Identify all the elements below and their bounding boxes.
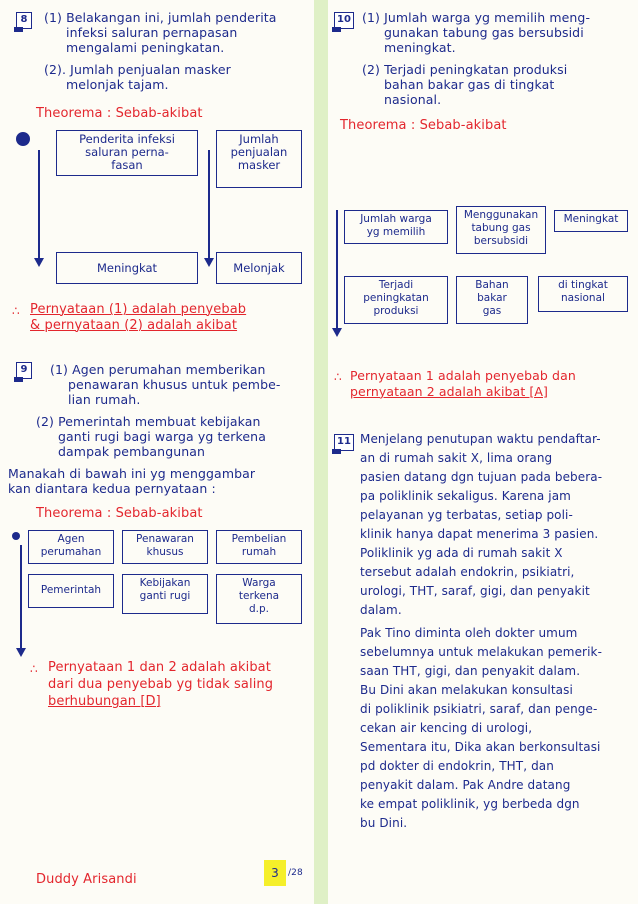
q11-line: Poliklinik yg ada di rumah sakit X [360,546,563,560]
q9-conclusion-line-1: Pernyataan 1 dan 2 adalah akibat [48,660,271,675]
q9-statement-2-line-1: (2) Pemerintah membuat kebijakan [36,414,261,429]
arrow-down-icon [16,648,26,657]
q10-conclusion-line-1: Pernyataan 1 adalah penyebab dan [350,368,576,383]
q9-statement-1-line-3: lian rumah. [68,392,141,407]
q10-conclusion-line-2: pernyataan 2 adalah akibat [A] [350,384,548,399]
q10-theorema-heading: Theorema : Sebab-akibat [340,118,507,133]
q9-box-kebijakan: Kebijakan ganti rugi [122,574,208,614]
q10-statement-1-line-2: gunakan tabung gas bersubsidi [384,25,584,40]
q8-box-melonjak: Melonjak [216,252,302,284]
q9-arrow-line [20,545,22,650]
q10-box-jumlah-warga: Jumlah warga yg memilih [344,210,448,244]
q8-box-penjualan: Jumlah penjualan masker [216,130,302,188]
q10-arrow-line [336,210,338,330]
q10-statement-2-line-2: bahan bakar gas di tingkat [384,77,555,92]
q9-box-pembelian: Pembelian rumah [216,530,302,564]
therefore-icon: ∴ [30,662,38,676]
q11-line: ke empat poliklinik, yg berbeda dgn [360,797,580,811]
bullet-icon [16,132,30,146]
q10-box-meningkat: Meningkat [554,210,628,232]
q11-line: pelayanan yg terbatas, setiap poli- [360,508,573,522]
q11-line: pasien datang dgn tujuan pada bebera- [360,470,603,484]
q8-arrow-line-right [208,150,210,260]
q11-line: Bu Dini akan melakukan konsultasi [360,683,573,697]
q11-line: dalam. [360,603,402,617]
q10-statement-1-line-1: (1) Jumlah warga yg memilih meng- [362,10,591,25]
q8-conclusion-line-2: & pernyataan (2) adalah akibat [30,318,238,333]
q8-conclusion-line-1: Pernyataan (1) adalah penyebab [30,302,247,317]
q8-statement-1-line-1: (1) Belakangan ini, jumlah penderita [44,10,277,25]
q11-line: Menjelang penutupan waktu pendaftar- [360,432,601,446]
q8-box-meningkat: Meningkat [56,252,198,284]
q9-box-warga: Warga terkena d.p. [216,574,302,624]
q11-line: pa poliklinik sekaligus. Karena jam [360,489,571,503]
q9-conclusion-line-3: berhubungan [D] [48,694,161,709]
q8-arrow-line-left [38,150,40,260]
q11-line: saan THT, gigi, dan penyakit dalam. [360,664,581,678]
q9-conclusion-line-2: dari dua penyebab yg tidak saling [48,677,274,692]
q9-statement-2-line-3: dampak pembangunan [58,444,206,459]
page-total: /28 [288,868,303,878]
q10-box-menggunakan: Menggunakan tabung gas bersubsidi [456,206,546,254]
q9-box-pemerintah: Pemerintah [28,574,114,608]
q11-line: pd dokter di endokrin, THT, dan [360,759,554,773]
arrow-down-icon [34,258,44,267]
column-divider [314,0,328,904]
page-number: 3 [271,866,279,880]
q11-line: urologi, THT, saraf, gigi, dan penyakit [360,584,590,598]
q11-line: bu Dini. [360,816,408,830]
question-number-8: 8 [16,12,32,29]
q8-statement-1-line-3: mengalami peningkatan. [66,40,225,55]
q10-box-bahan-bakar: Bahan bakar gas [456,276,528,324]
q11-line: di poliklinik psikiatri, saraf, dan penge- [360,702,598,716]
page-number-badge [264,860,286,886]
question-number-10: 10 [334,12,354,29]
q11-line: klinik hanya dapat menerima 3 pasien. [360,527,599,541]
therefore-icon: ∴ [12,304,20,318]
q11-line: cekan air kencing di urologi, [360,721,533,735]
author-signature: Duddy Arisandi [36,872,137,887]
q8-statement-2-line-1: (2). Jumlah penjualan masker [44,62,231,77]
question-number-9: 9 [16,362,32,379]
q8-statement-1-line-2: infeksi saluran pernapasan [66,25,238,40]
q9-box-penawaran: Penawaran khusus [122,530,208,564]
question-number-11: 11 [334,434,354,451]
q9-statement-2-line-2: ganti rugi bagi warga yg terkena [58,429,266,444]
q9-box-agen: Agen perumahan [28,530,114,564]
q9-theorema-heading: Theorema : Sebab-akibat [36,506,203,521]
q10-box-tingkat-nasional: di tingkat nasional [538,276,628,312]
q9-question-line-2: kan diantara kedua pernyataan : [8,481,216,496]
q8-box-penderita: Penderita infeksi saluran perna- fasan [56,130,198,176]
arrow-down-icon [332,328,342,337]
q8-theorema-heading: Theorema : Sebab-akibat [36,106,203,121]
q10-statement-2-line-3: nasional. [384,92,442,107]
therefore-icon: ∴ [334,370,342,384]
q11-line: Sementara itu, Dika akan berkonsultasi [360,740,601,754]
q9-statement-1-line-1: (1) Agen perumahan memberikan [50,362,266,377]
bullet-icon [12,532,20,540]
q11-line: an di rumah sakit X, lima orang [360,451,553,465]
q11-line: tersebut adalah endokrin, psikiatri, [360,565,575,579]
arrow-down-icon [204,258,214,267]
q11-line: sebelumnya untuk melakukan pemerik- [360,645,602,659]
q11-line: Pak Tino diminta oleh dokter umum [360,626,578,640]
q10-statement-1-line-3: meningkat. [384,40,456,55]
q9-statement-1-line-2: penawaran khusus untuk pembe- [68,377,281,392]
q11-line: penyakit dalam. Pak Andre datang [360,778,571,792]
q9-question-line-1: Manakah di bawah ini yg menggambar [8,466,256,481]
q8-statement-2-line-2: melonjak tajam. [66,77,169,92]
q10-statement-2-line-1: (2) Terjadi peningkatan produksi [362,62,568,77]
q10-box-terjadi: Terjadi peningkatan produksi [344,276,448,324]
